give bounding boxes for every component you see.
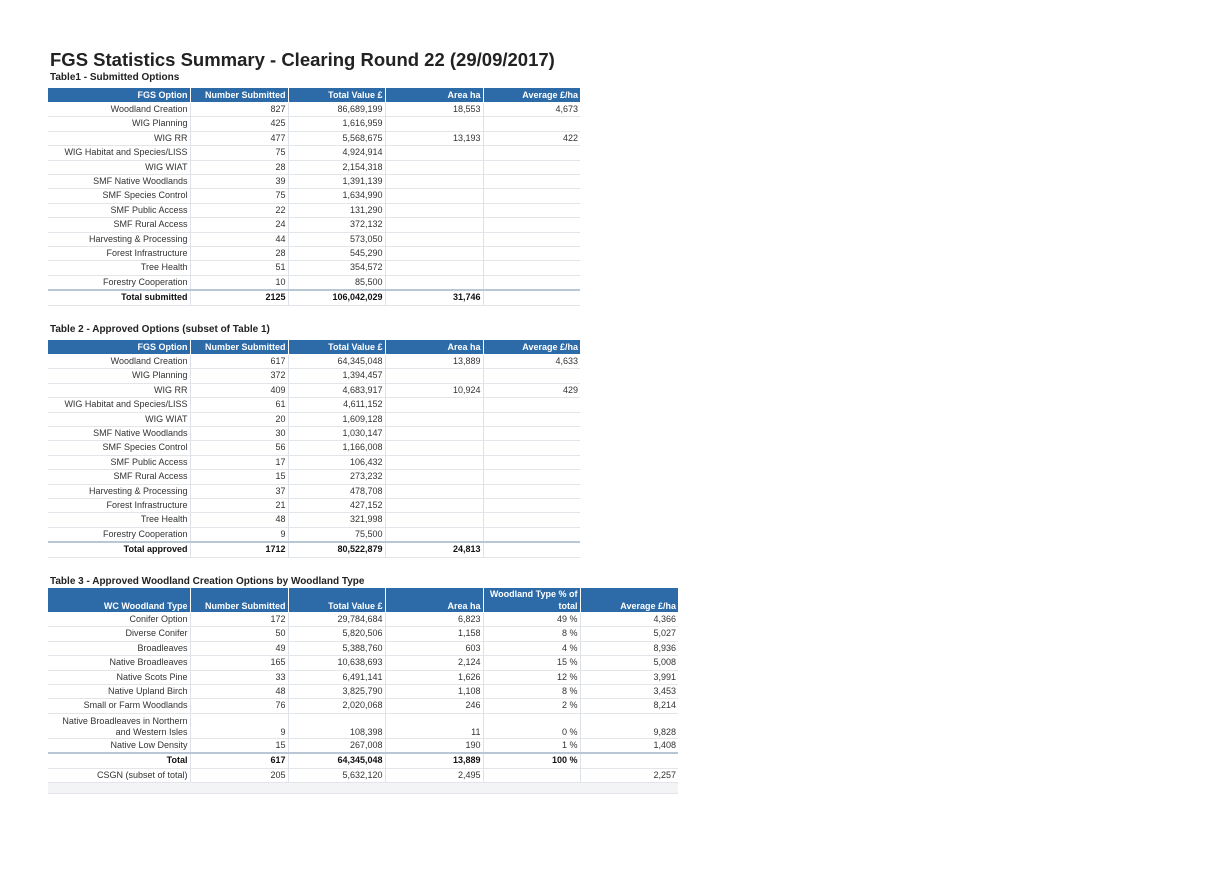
- table-cell: 15: [190, 738, 288, 753]
- table-cell: [385, 117, 483, 131]
- table-cell: [483, 275, 580, 290]
- table1-body: [48, 103, 580, 306]
- table-cell: 4,924,914: [288, 146, 385, 160]
- table-cell: 20: [190, 412, 288, 426]
- row-label: Small or Farm Woodlands: [48, 699, 190, 713]
- row-label: SMF Rural Access: [48, 218, 190, 232]
- row-label: Native Broadleaves in Northern and Western Isles: [48, 713, 190, 738]
- table-cell: [385, 203, 483, 217]
- table-cell: 1,634,990: [288, 189, 385, 203]
- row-label: WIG Planning: [48, 369, 190, 383]
- table-cell: 1,391,139: [288, 175, 385, 189]
- table-cell: 2 %: [483, 699, 580, 713]
- table-cell: 8 %: [483, 627, 580, 641]
- row-label: SMF Public Access: [48, 203, 190, 217]
- table-cell: 24,813: [385, 542, 483, 557]
- table-cell: [385, 499, 483, 513]
- table-cell: 5,027: [580, 627, 678, 641]
- table-cell: [483, 542, 580, 557]
- table-cell: 1712: [190, 542, 288, 557]
- table-cell: [385, 412, 483, 426]
- table-cell: 17: [190, 455, 288, 469]
- table-cell: 165: [190, 656, 288, 670]
- table-cell: 2125: [190, 290, 288, 305]
- table-cell: [385, 369, 483, 383]
- table-cell: 12 %: [483, 670, 580, 684]
- csgn-row: [48, 768, 678, 782]
- table-cell: [483, 290, 580, 305]
- table-cell: 9: [190, 713, 288, 738]
- column-header: FGS Option: [48, 340, 190, 355]
- table-cell: 4,366: [580, 613, 678, 627]
- table-cell: 86,689,199: [288, 103, 385, 117]
- table-cell: [483, 412, 580, 426]
- table-cell: [483, 441, 580, 455]
- table-cell: 422: [483, 131, 580, 145]
- table-cell: [483, 203, 580, 217]
- table-cell: 4,683,917: [288, 383, 385, 397]
- row-label: Woodland Creation: [48, 103, 190, 117]
- row-label: Tree Health: [48, 513, 190, 527]
- table-cell: [385, 398, 483, 412]
- table-cell: [385, 160, 483, 174]
- table-cell: [385, 513, 483, 527]
- table-cell: [483, 484, 580, 498]
- table-cell: [385, 441, 483, 455]
- row-label: Tree Health: [48, 261, 190, 275]
- table-cell: 49: [190, 641, 288, 655]
- table-cell: 1,108: [385, 685, 483, 699]
- row-label: Native Broadleaves: [48, 656, 190, 670]
- table-cell: 5,632,120: [288, 768, 385, 782]
- row-label: WIG Habitat and Species/LISS: [48, 146, 190, 160]
- table-cell: 131,290: [288, 203, 385, 217]
- table-cell: 15 %: [483, 656, 580, 670]
- table-cell: 29,784,684: [288, 613, 385, 627]
- table-cell: [385, 470, 483, 484]
- filler-row: [48, 783, 678, 794]
- empty-cell: [288, 783, 385, 794]
- table-cell: 2,154,318: [288, 160, 385, 174]
- column-header: Total Value £: [288, 340, 385, 355]
- row-label: Forestry Cooperation: [48, 527, 190, 542]
- table-row: [48, 685, 678, 699]
- table-cell: 1 %: [483, 738, 580, 753]
- row-label: Harvesting & Processing: [48, 484, 190, 498]
- table-cell: 50: [190, 627, 288, 641]
- table-cell: 2,020,068: [288, 699, 385, 713]
- table-cell: 267,008: [288, 738, 385, 753]
- row-label: Woodland Creation: [48, 355, 190, 369]
- table-cell: 8,214: [580, 699, 678, 713]
- total-row: [48, 753, 678, 768]
- table-row: [48, 527, 580, 542]
- table-row: [48, 513, 580, 527]
- table-cell: 172: [190, 613, 288, 627]
- table-cell: 4,633: [483, 355, 580, 369]
- table-cell: 5,008: [580, 656, 678, 670]
- table-row: [48, 470, 580, 484]
- table-row: [48, 499, 580, 513]
- table-cell: 64,345,048: [288, 753, 385, 768]
- row-label: WIG RR: [48, 383, 190, 397]
- table-row: [48, 203, 580, 217]
- row-label: Diverse Conifer: [48, 627, 190, 641]
- table-cell: 80,522,879: [288, 542, 385, 557]
- row-label: CSGN (subset of total): [48, 768, 190, 782]
- table-cell: 22: [190, 203, 288, 217]
- approved-options-table: [48, 340, 580, 558]
- table-row: [48, 412, 580, 426]
- table3-header: [48, 588, 678, 613]
- row-label: WIG RR: [48, 131, 190, 145]
- table-cell: 49 %: [483, 613, 580, 627]
- table-cell: 10,924: [385, 383, 483, 397]
- table-cell: 75,500: [288, 527, 385, 542]
- table-cell: 44: [190, 232, 288, 246]
- table-cell: 5,568,675: [288, 131, 385, 145]
- table-cell: 372,132: [288, 218, 385, 232]
- table-row: [48, 175, 580, 189]
- row-label: Total submitted: [48, 290, 190, 305]
- table-cell: 10: [190, 275, 288, 290]
- table-cell: 8 %: [483, 685, 580, 699]
- table-row: [48, 261, 580, 275]
- table-row: [48, 383, 580, 397]
- column-header: Number Submitted: [190, 88, 288, 103]
- table-cell: 61: [190, 398, 288, 412]
- table-row: [48, 232, 580, 246]
- table-cell: [385, 218, 483, 232]
- table-cell: 6,823: [385, 613, 483, 627]
- table-cell: 0 %: [483, 713, 580, 738]
- column-header: Number Submitted: [190, 588, 288, 613]
- empty-cell: [483, 783, 580, 794]
- table-cell: 425: [190, 117, 288, 131]
- table-cell: 31,746: [385, 290, 483, 305]
- table-cell: 1,166,008: [288, 441, 385, 455]
- table-cell: 1,408: [580, 738, 678, 753]
- table-cell: 205: [190, 768, 288, 782]
- table-cell: 2,257: [580, 768, 678, 782]
- table-cell: 75: [190, 146, 288, 160]
- table-row: [48, 160, 580, 174]
- table-cell: 3,825,790: [288, 685, 385, 699]
- table-row: [48, 455, 580, 469]
- table-cell: 190: [385, 738, 483, 753]
- row-label: Forestry Cooperation: [48, 275, 190, 290]
- table-cell: 2,495: [385, 768, 483, 782]
- table-row: [48, 117, 580, 131]
- table-cell: 3,991: [580, 670, 678, 684]
- row-label: Forest Infrastructure: [48, 247, 190, 261]
- table-cell: 48: [190, 685, 288, 699]
- table-cell: 51: [190, 261, 288, 275]
- table-cell: 1,394,457: [288, 369, 385, 383]
- row-label: Native Low Density: [48, 738, 190, 753]
- table-cell: [483, 427, 580, 441]
- table-row: [48, 699, 678, 713]
- column-header: Total Value £: [288, 588, 385, 613]
- table-cell: 85,500: [288, 275, 385, 290]
- table-cell: 427,152: [288, 499, 385, 513]
- table-cell: 4 %: [483, 641, 580, 655]
- table-cell: 409: [190, 383, 288, 397]
- table-cell: 33: [190, 670, 288, 684]
- table-cell: [483, 455, 580, 469]
- submitted-options-table: [48, 88, 580, 306]
- table2-header: [48, 340, 580, 355]
- table-cell: [385, 527, 483, 542]
- table3-caption: Table 3 - Approved Woodland Creation Options by Woodland Type: [50, 576, 365, 587]
- row-label: WIG WIAT: [48, 412, 190, 426]
- table-cell: [385, 484, 483, 498]
- table-cell: 106,432: [288, 455, 385, 469]
- table-row: [48, 275, 580, 290]
- table-cell: 1,616,959: [288, 117, 385, 131]
- table-cell: [483, 117, 580, 131]
- table-cell: [483, 232, 580, 246]
- empty-cell: [580, 783, 678, 794]
- table2-body: [48, 355, 580, 558]
- column-header: FGS Option: [48, 88, 190, 103]
- table-row: [48, 189, 580, 203]
- row-label: SMF Species Control: [48, 189, 190, 203]
- table-cell: [483, 527, 580, 542]
- table-row: [48, 247, 580, 261]
- table-row: [48, 713, 678, 738]
- table-row: [48, 427, 580, 441]
- row-label: Harvesting & Processing: [48, 232, 190, 246]
- table-cell: 478,708: [288, 484, 385, 498]
- table-cell: 827: [190, 103, 288, 117]
- header-row: [48, 88, 580, 103]
- table-cell: [483, 513, 580, 527]
- table-cell: 100 %: [483, 753, 580, 768]
- table-cell: [385, 455, 483, 469]
- table-cell: 76: [190, 699, 288, 713]
- column-header: WC Woodland Type: [48, 588, 190, 613]
- table-cell: 13,193: [385, 131, 483, 145]
- table3-body: [48, 613, 678, 794]
- row-label: Conifer Option: [48, 613, 190, 627]
- table-cell: 1,609,128: [288, 412, 385, 426]
- table-cell: [483, 175, 580, 189]
- table-row: [48, 146, 580, 160]
- empty-cell: [385, 783, 483, 794]
- table-cell: [483, 398, 580, 412]
- table-row: [48, 641, 678, 655]
- page-title: FGS Statistics Summary - Clearing Round 22 (29/09/2017): [50, 49, 555, 70]
- total-row: [48, 542, 580, 557]
- table-row: [48, 369, 580, 383]
- table-cell: 108,398: [288, 713, 385, 738]
- table-row: [48, 218, 580, 232]
- table-cell: 18,553: [385, 103, 483, 117]
- table-cell: [483, 768, 580, 782]
- row-label: SMF Native Woodlands: [48, 175, 190, 189]
- table-cell: [385, 232, 483, 246]
- table-cell: 1,158: [385, 627, 483, 641]
- table-cell: 4,673: [483, 103, 580, 117]
- column-header: Woodland Type % of total: [483, 588, 580, 613]
- table-cell: [385, 247, 483, 261]
- table-cell: [483, 189, 580, 203]
- table-cell: 24: [190, 218, 288, 232]
- table-cell: 246: [385, 699, 483, 713]
- table-row: [48, 484, 580, 498]
- table-cell: [483, 247, 580, 261]
- table-cell: 8,936: [580, 641, 678, 655]
- table-cell: 11: [385, 713, 483, 738]
- table-cell: 545,290: [288, 247, 385, 261]
- row-label: Broadleaves: [48, 641, 190, 655]
- table-cell: [483, 261, 580, 275]
- table-cell: [483, 160, 580, 174]
- column-header: Area ha: [385, 588, 483, 613]
- table-cell: 9: [190, 527, 288, 542]
- table-row: [48, 398, 580, 412]
- table-cell: [385, 275, 483, 290]
- table-cell: 5,388,760: [288, 641, 385, 655]
- table-cell: 13,889: [385, 753, 483, 768]
- table-cell: 28: [190, 160, 288, 174]
- table-cell: [385, 427, 483, 441]
- row-label: Forest Infrastructure: [48, 499, 190, 513]
- column-header: Average £/ha: [483, 340, 580, 355]
- table-cell: [483, 146, 580, 160]
- empty-cell: [48, 783, 190, 794]
- row-label: Native Upland Birch: [48, 685, 190, 699]
- table-cell: [385, 175, 483, 189]
- row-label: Total approved: [48, 542, 190, 557]
- row-label: Native Scots Pine: [48, 670, 190, 684]
- table-cell: [483, 369, 580, 383]
- row-label: Total: [48, 753, 190, 768]
- table-cell: [483, 499, 580, 513]
- table-cell: 617: [190, 355, 288, 369]
- row-label: WIG WIAT: [48, 160, 190, 174]
- table-cell: 9,828: [580, 713, 678, 738]
- table-cell: [385, 261, 483, 275]
- table-cell: 617: [190, 753, 288, 768]
- table-cell: 48: [190, 513, 288, 527]
- table-cell: [483, 470, 580, 484]
- table-row: [48, 613, 678, 627]
- total-row: [48, 290, 580, 305]
- woodland-type-table: [48, 588, 678, 794]
- table-cell: [385, 189, 483, 203]
- table-cell: 21: [190, 499, 288, 513]
- column-header: Average £/ha: [580, 588, 678, 613]
- table-cell: 56: [190, 441, 288, 455]
- table1-caption: Table1 - Submitted Options: [50, 72, 180, 83]
- table-cell: 1,030,147: [288, 427, 385, 441]
- row-label: SMF Species Control: [48, 441, 190, 455]
- header-row: [48, 588, 678, 613]
- table-cell: [483, 218, 580, 232]
- table-cell: 28: [190, 247, 288, 261]
- table-cell: 273,232: [288, 470, 385, 484]
- table-cell: 10,638,693: [288, 656, 385, 670]
- table-row: [48, 355, 580, 369]
- table-cell: 64,345,048: [288, 355, 385, 369]
- table-cell: 573,050: [288, 232, 385, 246]
- table-cell: 6,491,141: [288, 670, 385, 684]
- table-cell: 477: [190, 131, 288, 145]
- table-cell: 372: [190, 369, 288, 383]
- table-cell: 37: [190, 484, 288, 498]
- table-cell: [580, 753, 678, 768]
- row-label: SMF Native Woodlands: [48, 427, 190, 441]
- table-cell: [385, 146, 483, 160]
- table-cell: 429: [483, 383, 580, 397]
- table2-caption: Table 2 - Approved Options (subset of Table 1): [50, 324, 270, 335]
- table-row: [48, 103, 580, 117]
- table-cell: 5,820,506: [288, 627, 385, 641]
- table-row: [48, 627, 678, 641]
- header-row: [48, 340, 580, 355]
- table-cell: 75: [190, 189, 288, 203]
- table-cell: 354,572: [288, 261, 385, 275]
- column-header: Area ha: [385, 88, 483, 103]
- table-cell: 106,042,029: [288, 290, 385, 305]
- table-cell: 4,611,152: [288, 398, 385, 412]
- row-label: WIG Planning: [48, 117, 190, 131]
- table-cell: 3,453: [580, 685, 678, 699]
- empty-cell: [190, 783, 288, 794]
- table-cell: 13,889: [385, 355, 483, 369]
- table-cell: 2,124: [385, 656, 483, 670]
- table-row: [48, 670, 678, 684]
- column-header: Number Submitted: [190, 340, 288, 355]
- column-header: Area ha: [385, 340, 483, 355]
- table-row: [48, 738, 678, 753]
- table-cell: 321,998: [288, 513, 385, 527]
- row-label: SMF Rural Access: [48, 470, 190, 484]
- table-cell: 603: [385, 641, 483, 655]
- row-label: WIG Habitat and Species/LISS: [48, 398, 190, 412]
- column-header: Total Value £: [288, 88, 385, 103]
- table-row: [48, 441, 580, 455]
- column-header: Average £/ha: [483, 88, 580, 103]
- table1-header: [48, 88, 580, 103]
- table-row: [48, 131, 580, 145]
- table-cell: 39: [190, 175, 288, 189]
- row-label: SMF Public Access: [48, 455, 190, 469]
- table-cell: 15: [190, 470, 288, 484]
- table-cell: 30: [190, 427, 288, 441]
- table-row: [48, 656, 678, 670]
- table-cell: 1,626: [385, 670, 483, 684]
